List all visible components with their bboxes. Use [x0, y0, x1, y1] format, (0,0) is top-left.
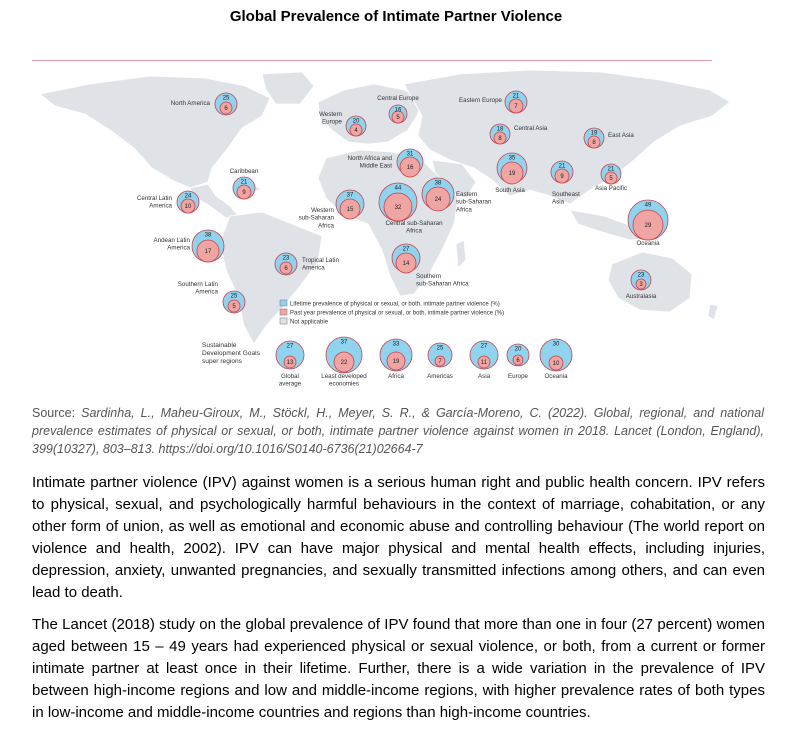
past-year-value: 6: [516, 358, 520, 365]
lifetime-value: 19: [590, 130, 598, 137]
past-year-value: 6: [284, 266, 288, 273]
past-year-value: 9: [242, 190, 246, 197]
past-year-value: 22: [340, 360, 348, 367]
legend-label: Lifetime prevalence of physical or sexual, or both, intimate partner violence (%): [290, 301, 500, 308]
past-year-value: 32: [394, 205, 402, 212]
region-label: South Asia: [495, 187, 525, 194]
region-label: Southern Latin America: [177, 281, 218, 296]
region-label: Western Europe: [319, 111, 342, 126]
lifetime-value: 25: [436, 345, 444, 352]
lifetime-value: 25: [222, 95, 230, 102]
lifetime-value: 37: [346, 192, 354, 199]
sdg-label: Africa: [388, 373, 404, 380]
madagascar-landmass: [456, 240, 466, 268]
region-label: Tropical Latin America: [302, 257, 339, 272]
region-label: East Asia: [608, 132, 634, 139]
region-label: Southeast Asia: [552, 191, 580, 206]
region-bubble: [154, 230, 224, 262]
world-map: [30, 64, 750, 394]
lifetime-value: 44: [394, 185, 402, 192]
source-prefix: Source:: [32, 406, 82, 420]
sdg-bubble: [321, 337, 367, 388]
past-year-value: 5: [609, 176, 613, 183]
lifetime-value: 27: [480, 343, 488, 350]
region-label: Asia Pacific: [595, 185, 627, 192]
region-label: North Africa and Middle East: [347, 155, 392, 170]
sdg-bubble: [507, 344, 529, 380]
region-label: Central Asia: [514, 125, 548, 132]
paragraph-lancet-findings: The Lancet (2018) study on the global prevalence of IPV found that more than one in four (27 percent) women aged between 15 – 49 years had experienced physical or sexual violence, or both, from a current or former intimate partner at least once in their lifetime. Further, there is a wide variation in the prevalence of IPV between high-income regions and low and middle-income regions, with higher prevalence rates of both types in low-income and middle-income countries and regions than high-income countries.: [32, 616, 765, 721]
lifetime-value: 23: [637, 272, 645, 279]
lifetime-value: 23: [282, 255, 290, 262]
past-year-value: 13: [286, 360, 294, 367]
lifetime-value: 38: [204, 232, 212, 239]
lifetime-value: 20: [352, 118, 360, 125]
past-year-value: 3: [639, 282, 643, 289]
region-label: Central Latin America: [136, 195, 172, 210]
region-bubble: [137, 191, 199, 213]
past-year-value: 8: [498, 136, 502, 143]
region-label: Australasia: [625, 293, 657, 300]
region-bubble: [230, 168, 259, 199]
sdg-super-regions: [202, 337, 572, 388]
past-year-value: 7: [514, 104, 518, 111]
legend-label: Not applicable: [290, 319, 329, 326]
source-citation: [32, 404, 764, 458]
sdg-bubble: [380, 339, 412, 380]
sdg-label: Americas: [427, 373, 453, 380]
lifetime-value: 31: [406, 151, 414, 158]
region-label: Andean Latin America: [153, 237, 190, 252]
legend-label: Past year prevalence of physical or sexual, or both, intimate partner violence (%): [290, 310, 505, 317]
sdg-bubble: [540, 339, 572, 380]
past-year-value: 8: [592, 140, 596, 147]
sdg-heading: Sustainable Development Goals super regions: [202, 342, 260, 366]
sdg-label: Europe: [508, 373, 528, 380]
region-label: Central sub-Saharan Africa: [385, 220, 443, 235]
lifetime-value: 27: [402, 246, 410, 253]
past-year-value: 24: [434, 197, 442, 204]
region-label: Caribbean: [229, 168, 259, 175]
lifetime-value: 21: [512, 93, 520, 100]
sdg-bubble: [470, 341, 498, 380]
lifetime-value: 27: [286, 343, 294, 350]
sdg-label: Asia: [477, 373, 491, 380]
past-year-value: 14: [402, 261, 410, 268]
sdg-label: Global average: [278, 373, 302, 388]
paragraph-ipv-definition: Intimate partner violence (IPV) against women is a serious human right and public health concern. IPV refers to physical, sexual, and psychologically harmful behaviours in the context of marriage, cohabitation, or any other form of union, as well as emotional and economic abuse and controlling behaviour (The world report on violence and health, 2002). IPV can have major physical and mental health effects, including injuries, depression, anxiety, unwanted pregnancies, and sexually transmitted infections among others, and can even lead to death.: [32, 474, 765, 601]
lifetime-value: 25: [230, 293, 238, 300]
sdg-bubble: [276, 341, 304, 388]
legend-swatch: [280, 318, 287, 324]
past-year-value: 29: [644, 223, 652, 230]
title-divider: [32, 60, 712, 61]
source-reference: Sardinha, L., Maheu-Giroux, M., Stöckl, H., Meyer, S. R., & García-Moreno, C. (2022). Global, regional, and national prevalence estimates of physical or sexual, or both, intimate partner violence against women in 2018. Lancet (London, England), 399(10327), 803–813. https://doi.org/10.1016/S0140-6736(21)02664-7: [32, 406, 764, 456]
lifetime-value: 20: [514, 346, 522, 353]
page-title: Global Prevalence of Intimate Partner Violence: [229, 8, 563, 25]
past-year-value: 5: [396, 115, 400, 122]
lifetime-value: 49: [644, 202, 652, 209]
sdg-label: Least developed economies: [321, 373, 367, 388]
ipv-world-map-figure: [30, 64, 750, 394]
legend-swatch: [280, 300, 287, 306]
lifetime-value: 21: [607, 166, 615, 173]
region-bubble: [275, 253, 339, 275]
past-year-value: 16: [406, 165, 414, 172]
past-year-value: 17: [204, 249, 212, 256]
region-label: North America: [170, 100, 210, 107]
region-label: Southern sub-Saharan Africa: [416, 273, 469, 288]
past-year-value: 6: [224, 106, 228, 113]
sdg-bubble: [427, 343, 453, 380]
past-year-value: 4: [354, 128, 358, 135]
legend-swatch: [280, 309, 287, 315]
region-label: Eastern sub-Saharan Africa: [456, 191, 492, 214]
new-zealand-landmass: [708, 304, 718, 320]
lifetime-value: 18: [496, 126, 504, 133]
region-label: Central Europe: [377, 95, 419, 102]
sdg-label: Oceania: [544, 373, 568, 380]
lifetime-value: 30: [552, 341, 560, 348]
lifetime-value: 21: [558, 163, 566, 170]
past-year-value: 10: [184, 204, 192, 211]
past-year-value: 11: [480, 360, 488, 367]
lifetime-value: 35: [508, 155, 516, 162]
region-bubble: [495, 153, 527, 194]
lifetime-value: 24: [184, 193, 192, 200]
region-label: Western sub-Saharan Africa: [298, 207, 334, 230]
past-year-value: 10: [552, 361, 560, 368]
past-year-value: 7: [438, 359, 442, 366]
past-year-value: 19: [392, 359, 400, 366]
past-year-value: 9: [560, 174, 564, 181]
lifetime-value: 16: [394, 107, 402, 114]
map-legend: [280, 300, 504, 326]
past-year-value: 15: [346, 207, 354, 214]
past-year-value: 19: [508, 171, 516, 178]
lifetime-value: 37: [340, 339, 348, 346]
region-label: Oceania: [636, 240, 660, 247]
lifetime-value: 38: [434, 180, 442, 187]
region-label: Eastern Europe: [459, 97, 502, 104]
lifetime-value: 33: [392, 341, 400, 348]
past-year-value: 5: [232, 304, 236, 311]
lifetime-value: 21: [240, 179, 248, 186]
